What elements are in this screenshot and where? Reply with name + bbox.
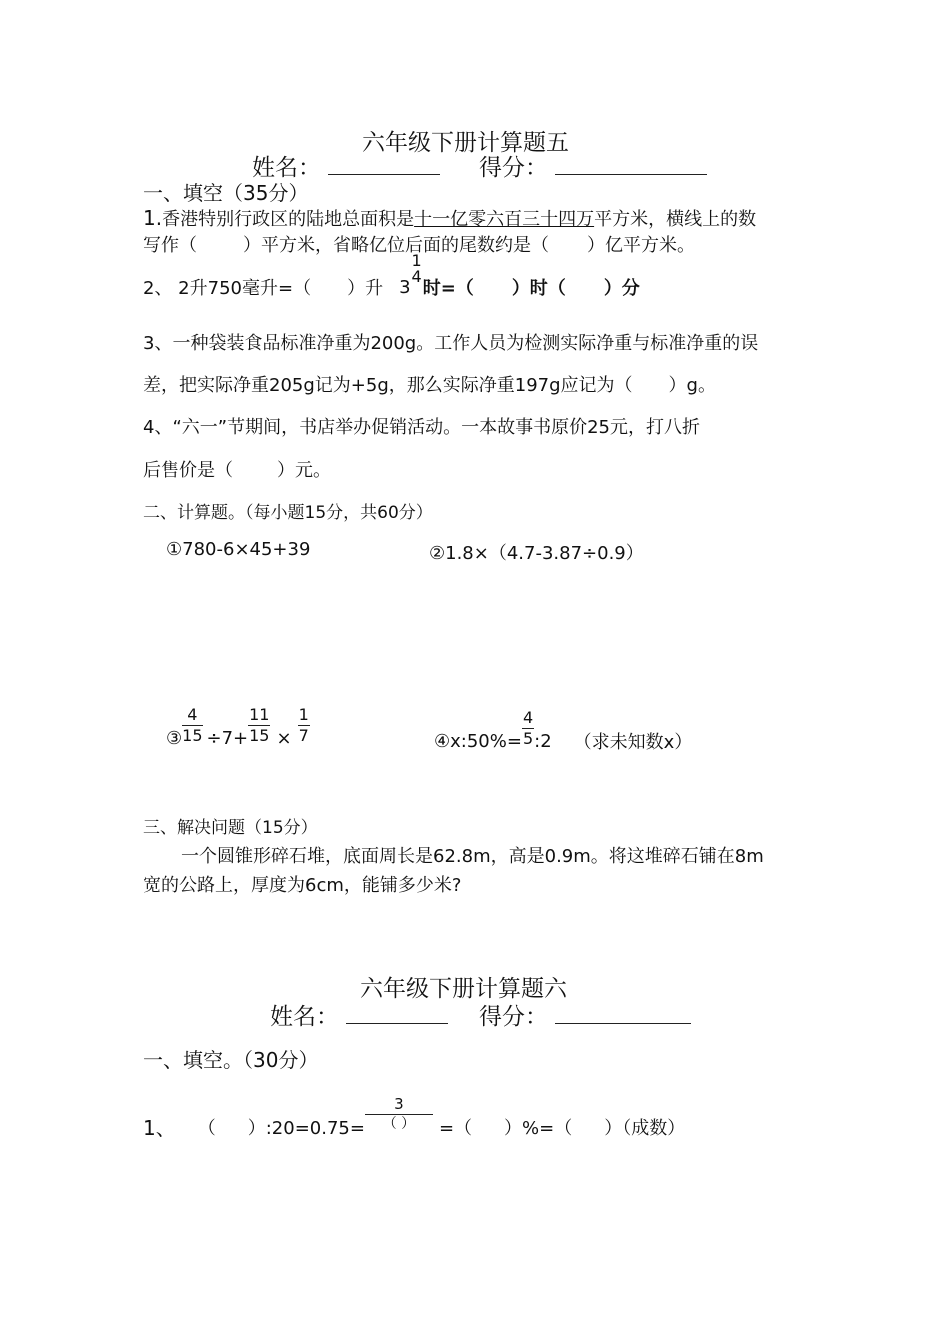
calc-problem-1: ①780-6×45+39 [166, 539, 311, 560]
worksheet6-title: 六年级下册计算题六 [360, 976, 567, 1002]
question-1-line-2: 写作（ ）平方米，省略亿位后面的尾数约是（ ）亿平方米。 [143, 235, 695, 256]
score-label: 得分： [478, 155, 548, 181]
name-score-row [270, 998, 691, 1031]
fraction-one-quarter: 1 4 [411, 251, 422, 286]
word-problem-line-2: 宽的公路上，厚度为6cm，能铺多少米? [143, 875, 462, 896]
name-label: 姓名： [252, 155, 321, 181]
name-score-row [252, 149, 707, 182]
question-4-line-1: 4、“六一”节期间，书店举办促销活动。一本故事书原价25元，打八折 [143, 417, 701, 438]
section2-heading: 二、计算题。（每小题15分，共60分） [143, 503, 433, 523]
score-label: 得分： [478, 1004, 548, 1030]
section3-heading: 三、解决问题（15分） [143, 818, 318, 838]
section1-heading: 一、填空。（30分） [143, 1048, 319, 1072]
section1-heading: 一、填空（35分） [143, 181, 309, 205]
question-3-line-1: 3、一种袋装食品标准净重为200g。工作人员为检测实际净重与标准净重的误 [143, 333, 759, 354]
fraction-11-15: $\frac{11}{15}$ [249, 705, 270, 745]
score-field[interactable] [555, 150, 707, 175]
calc-problem-4: ④x:50%= $\frac{4}{5}$ :2 （求未知数x） [434, 707, 693, 753]
fraction-3-blank: $\frac{3}{( )}$ [365, 1097, 433, 1131]
score-field[interactable] [555, 999, 691, 1024]
question-2: 2、 2升750毫升=（ ）升 3 1 4 时=（ ）时（ ）分 [143, 251, 640, 299]
name-field[interactable] [346, 999, 448, 1024]
calc-problem-3: ③ $\frac{4}{15}$ ÷7+ $\frac{11}{15}$ × $\frac{1}{7}$ [166, 705, 309, 749]
calc-problem-2: ②1.8×（4.7-3.87÷0.9） [429, 543, 644, 564]
question-1-line-1: 1.香港特别行政区的陆地总面积是十一亿零六百三十四万平方米，横线上的数 [143, 206, 757, 230]
underlined-number: 十一亿零六百三十四万 [414, 209, 595, 230]
fraction-4-15: $\frac{4}{15}$ [182, 705, 203, 745]
word-problem-line-1: 一个圆锥形碎石堆，底面周长是62.8m，高是0.9m。将这堆碎石铺在8m [181, 846, 764, 867]
question-1: 1、 （ ）:20=0.75= $\frac{3}{( )}$ =（ ）%=（ ）（成数） [143, 1094, 686, 1140]
worksheet5-title: 六年级下册计算题五 [362, 130, 569, 156]
fraction-4-5: $\frac{4}{5}$ [522, 707, 534, 748]
name-field[interactable] [328, 150, 440, 175]
name-label: 姓名： [270, 1004, 339, 1030]
question-3-line-2: 差，把实际净重205g记为+5g，那么实际净重197g应记为（ ）g。 [143, 375, 716, 396]
question-4-line-2: 后售价是（ ）元。 [143, 460, 331, 481]
fraction-1-7: $\frac{1}{7}$ [298, 705, 309, 745]
